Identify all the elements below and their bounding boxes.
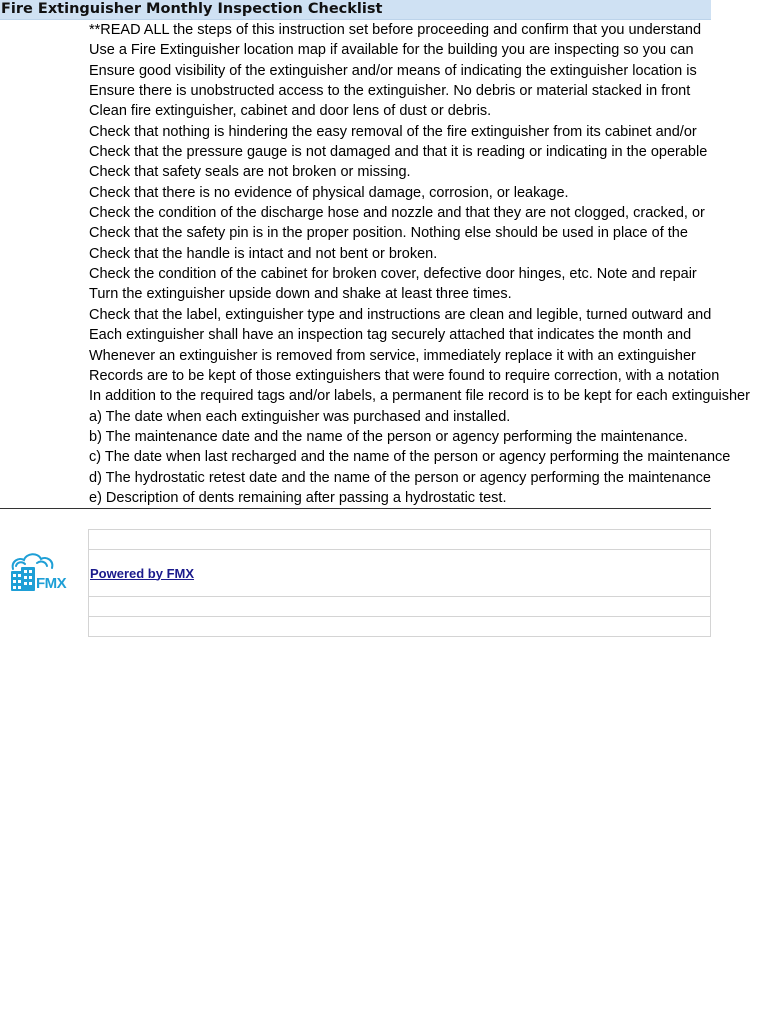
instruction-step: Ensure good visibility of the extinguisher and/or means of indicating the extinguisher location is	[89, 62, 697, 79]
powered-by-fmx-link[interactable]: Powered by FMX	[90, 565, 195, 581]
footer-cell	[89, 597, 711, 617]
section-divider	[0, 508, 711, 509]
page-title: Fire Extinguisher Monthly Inspection Checklist	[1, 1, 383, 17]
instruction-step: Check that nothing is hindering the easy removal of the fire extinguisher from its cabinet and/or	[89, 123, 697, 140]
footer-table	[88, 529, 711, 637]
title-bar	[0, 0, 711, 20]
instruction-step: Check that the pressure gauge is not damaged and that it is reading or indicating in the operable	[89, 144, 708, 161]
instruction-step: Use a Fire Extinguisher location map if available for the building you are inspecting so you can	[89, 42, 694, 59]
instruction-list	[89, 20, 750, 508]
instruction-step: Turn the extinguisher upside down and shake at least three times.	[89, 286, 512, 303]
instruction-step: Check the condition of the cabinet for broken cover, defective door hinges, etc. Note and repair	[89, 266, 697, 283]
record-item: c) The date when last recharged and the name of the person or agency performing the maintenance	[89, 449, 731, 466]
logo-text: FMX	[36, 575, 67, 592]
instruction-step: Check that the safety pin is in the proper position. Nothing else should be used in place of the	[89, 225, 688, 242]
record-item: e) Description of dents remaining after passing a hydrostatic test.	[89, 489, 507, 506]
instruction-step: Records are to be kept of those extinguishers that were found to require correction, with a notation	[89, 367, 720, 384]
footer-cell	[89, 530, 711, 550]
instruction-step: In addition to the required tags and/or labels, a permanent file record is to be kept for each extinguisher	[89, 388, 750, 405]
instruction-step: Check that the label, extinguisher type and instructions are clean and legible, turned outward and	[89, 306, 712, 323]
instruction-step: Ensure there is unobstructed access to the extinguisher. No debris or material stacked in front	[89, 83, 691, 100]
footer-cell	[89, 550, 711, 597]
fmx-cloud-building-logo-icon	[7, 551, 67, 595]
instruction-step: Check the condition of the discharge hose and nozzle and that they are not clogged, cracked, or	[89, 205, 705, 222]
footer-cell	[89, 617, 711, 637]
record-item: d) The hydrostatic retest date and the name of the person or agency performing the maintenance	[89, 469, 711, 486]
record-item: a) The date when each extinguisher was purchased and installed.	[89, 408, 511, 425]
instruction-step: **READ ALL the steps of this instruction set before proceeding and confirm that you understand	[89, 22, 702, 38]
instruction-step: Check that safety seals are not broken or missing.	[89, 164, 411, 181]
instruction-step: Check that the handle is intact and not bent or broken.	[89, 245, 438, 262]
instruction-step: Each extinguisher shall have an inspection tag securely attached that indicates the month and	[89, 327, 692, 344]
instruction-step: Check that there is no evidence of physical damage, corrosion, or leakage.	[89, 184, 569, 201]
instruction-step: Whenever an extinguisher is removed from service, immediately replace it with an extinguisher	[89, 347, 696, 364]
record-item: b) The maintenance date and the name of the person or agency performing the maintenance.	[89, 428, 688, 445]
instruction-step: Clean fire extinguisher, cabinet and door lens of dust or debris.	[89, 103, 492, 120]
